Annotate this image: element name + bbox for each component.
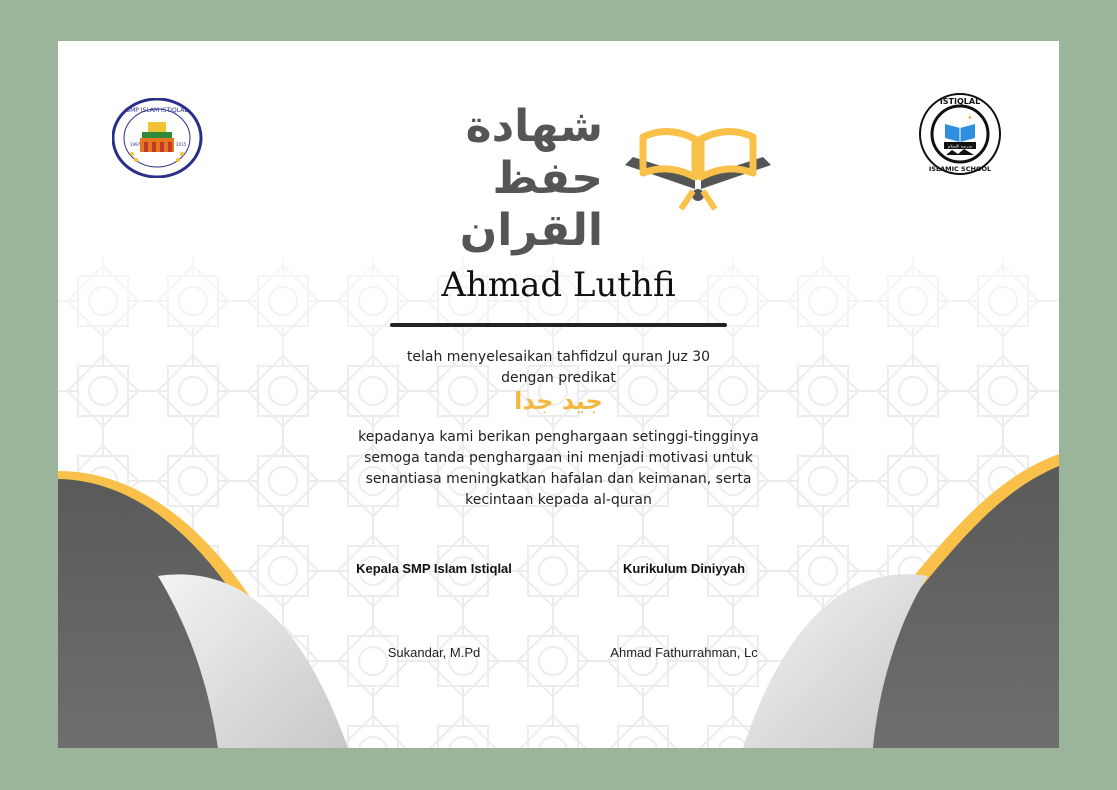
message-line-4: kecintaan kepada al-quran bbox=[465, 492, 652, 508]
istiqlal-islamic-school-logo bbox=[918, 92, 1002, 176]
signature-title-curriculum: Kurikulum Diniyyah bbox=[622, 561, 746, 576]
message-line-3: senantiasa meningkatkan hafalan dan keimanan, serta bbox=[365, 471, 752, 487]
right-logo-bottom-text: ISLAMIC SCHOOL bbox=[928, 165, 992, 173]
right-logo-banner-text: مدرسة الإسلام bbox=[947, 143, 973, 149]
signature-title-principal: Kepala SMP Islam Istiqlal bbox=[356, 561, 512, 576]
statement-line-1: telah menyelesaikan tahfidzul quran Juz 30 bbox=[406, 349, 711, 365]
message-line-2: semoga tanda penghargaan ini menjadi motivasi untuk bbox=[364, 450, 753, 466]
predikat-value: جيد جدا bbox=[514, 387, 603, 415]
message-line-1: kepadanya kami berikan penghargaan setinggi-tingginya bbox=[358, 429, 759, 445]
left-logo-ring-text: SMP ISLAM ISTIQLAL bbox=[126, 107, 188, 114]
quran-book-icon bbox=[623, 117, 773, 212]
statement-line-2: dengan predikat bbox=[501, 370, 616, 386]
certificate-card bbox=[58, 41, 1059, 748]
title-line-2: حفظ القران bbox=[459, 153, 603, 256]
title-line-1: شهادة bbox=[465, 101, 603, 152]
left-logo-year-left: 1997 bbox=[130, 142, 141, 147]
left-logo-year-right: 2015 bbox=[176, 142, 187, 147]
certificate-title bbox=[348, 101, 603, 257]
svg-text:✦: ✦ bbox=[967, 114, 973, 122]
right-logo-top-text: ISTIQLAL bbox=[939, 97, 981, 106]
signature-name-principal: Sukandar, M.Pd bbox=[387, 645, 481, 660]
recipient-name: Ahmad Luthfi bbox=[441, 265, 676, 305]
smp-istiqlal-logo bbox=[112, 98, 203, 178]
signature-name-curriculum: Ahmad Fathurrahman, Lc bbox=[610, 645, 758, 660]
name-underline bbox=[390, 323, 727, 327]
